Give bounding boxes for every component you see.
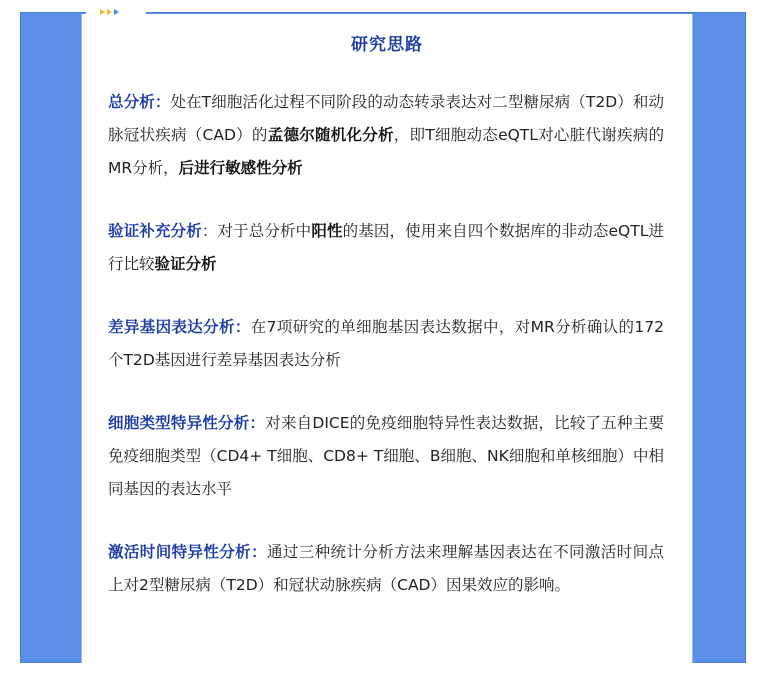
decor-triangle-icon [100, 9, 105, 15]
section-text-bold: 验证分析 [154, 255, 217, 273]
section-activation-time-specificity [108, 536, 664, 602]
section-heading: 细胞类型特异性分析： [108, 414, 266, 432]
section-text-bold: 后进行敏感性分析 [178, 159, 303, 177]
section-text-bold: 阳性 [311, 222, 343, 240]
section-text: ：对于总分析中 [201, 222, 312, 240]
section-validation-analysis [108, 215, 664, 281]
section-heading: 总分析： [108, 93, 171, 111]
section-text: 通过三种统计分析方法来理解基因表达在不同激活时间点上对2型糖尿病（T2D）和冠状动脉疾病（CAD）因果效应的影响。 [108, 543, 664, 594]
page-title: 研究思路 [351, 35, 423, 55]
section-overall-analysis [108, 86, 664, 185]
sections-list [108, 86, 664, 632]
section-heading: 差异基因表达分析： [108, 318, 251, 336]
section-differential-expression [108, 311, 664, 377]
section-text: 对来自DICE的免疫细胞特异性表达数据，比较了五种主要免疫细胞类型（CD4+ T细胞、CD8+ T细胞、B细胞、NK细胞和单核细胞）中相同基因的表达水平 [108, 414, 664, 498]
decor-triangle-icon [107, 9, 112, 15]
section-heading: 验证补充分析 [108, 222, 202, 240]
section-text-bold: 孟德尔随机化分析 [267, 126, 394, 144]
section-text: 的基因，使用来自四个数据库的非动态eQTL进行比较 [108, 222, 664, 273]
section-text: 处在T细胞活化过程不同阶段的动态转录表达对二型糖尿病（T2D）和动脉冠状疾病（CAD）的 [108, 93, 664, 144]
section-text: 在7项研究的单细胞基因表达数据中，对MR分析确认的172个T2D基因进行差异基因表达分析 [108, 318, 664, 369]
decor-triangle-icon [114, 9, 119, 15]
section-heading: 激活时间特异性分析： [108, 543, 267, 561]
section-cell-type-specificity [108, 407, 664, 506]
section-text: ，即T细胞动态eQTL对心脏代谢疾病的MR分析， [108, 126, 664, 177]
